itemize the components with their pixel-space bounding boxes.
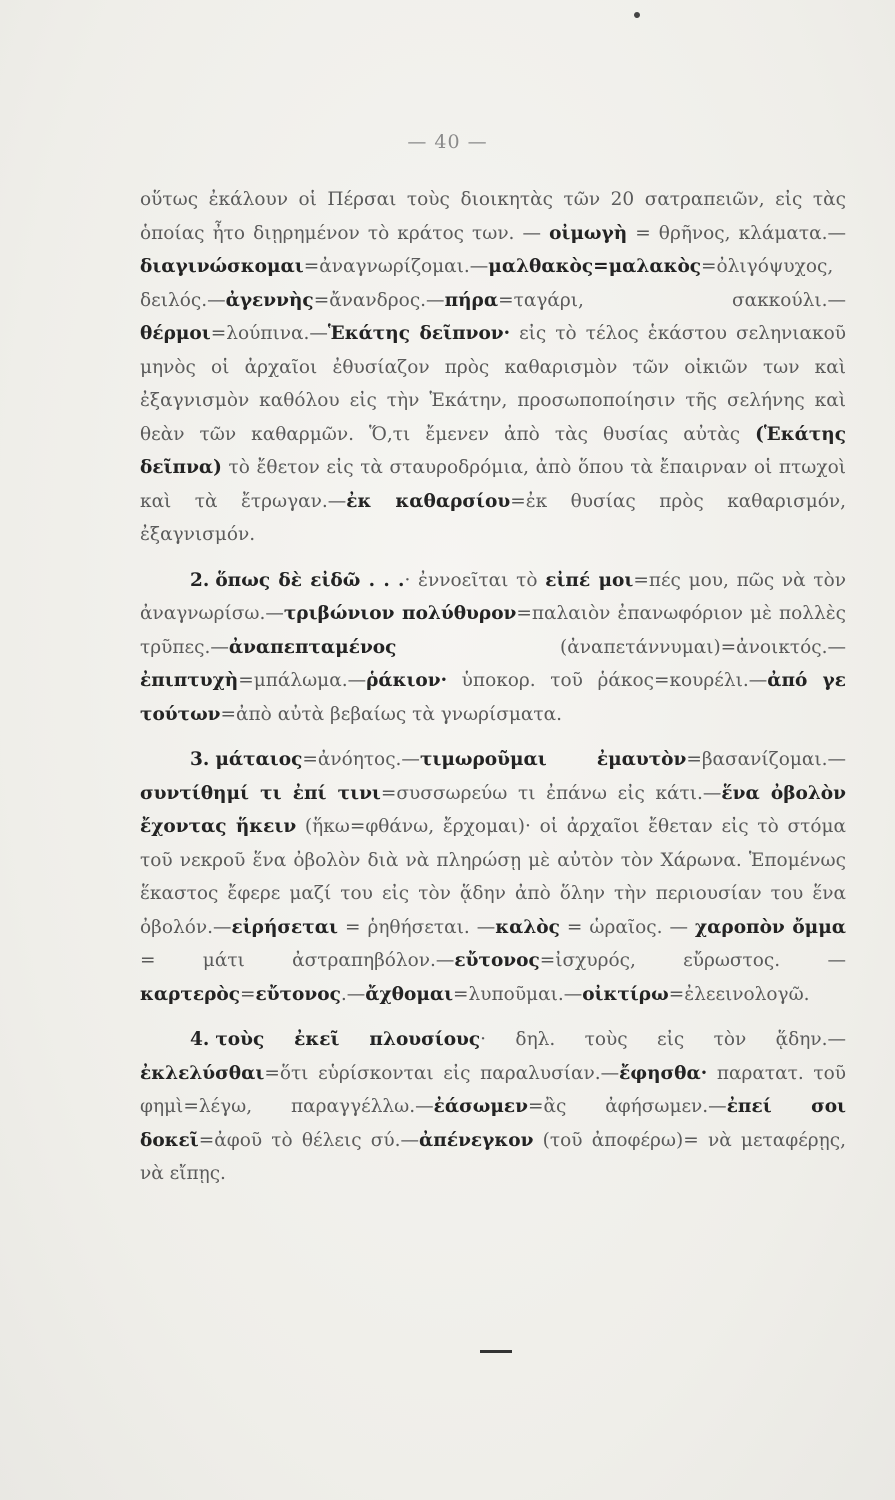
paragraph-number: 3. — [190, 749, 210, 770]
gloss-text: =ἐκ θυσίας πρὸς καθαρισμόν, ἐξαγνισμόν. — [140, 490, 846, 545]
gloss-text: =ἄνανδρος.— — [313, 289, 445, 311]
lemma-term: (Ἑκάτης δεῖπνα) — [140, 423, 846, 478]
gloss-text: εἰς τὸ τέλος ἑκάστου σεληνιακοῦ μηνὸς οἱ ἀρχαῖοι ἐθυσίαζον πρὸς καθαρισμὸν τῶν οἰκιῶν των καὶ ἐξαγνισμὸν καθόλου εἰς τὴν Ἑκάτην, προσωποποίησιν τῆς σελήνης καὶ θεὰν τῶν καθαρμῶν. Ὅ,τι ἔμενεν ἀπὸ τὰς θυσίας αὐτὰς — [140, 323, 846, 445]
lemma-term: διαγινώσκομαι — [140, 256, 304, 277]
gloss-text: = ῥηθήσεται. — — [337, 916, 496, 938]
paragraph-3 — [140, 743, 846, 1011]
gloss-text: =ὅτι εὑρίσκονται εἰς παραλυσίαν.— — [264, 1062, 620, 1084]
paragraph-number: 2. — [190, 569, 210, 591]
gloss-text: =ἐλεεινολογῶ. — [668, 983, 810, 1005]
gloss-text: (ἥκω=φθάνω, ἔρχομαι)· οἱ ἀρχαῖοι ἔθεταν εἰς τὸ στόμα τοῦ νεκροῦ ἕνα ὀβολὸν διὰ νὰ πληρώσῃ μὲ αὐτὸν τὸν Χάρωνα. Ἑπομένως ἕκαστος ἔφερε μαζί του εἰς τὸν ᾅδην ἀπὸ ὅλην τὴν περιουσίαν του ἕνα ὀβολόν.— — [140, 816, 846, 938]
gloss-text: (ἀναπετάννυμαι)=ἀνοικτός.— — [396, 636, 846, 658]
lemma-term: ἐπεί σοι δοκεῖ — [140, 1096, 847, 1151]
gloss-text: =ταγάρι, σακκούλι.— — [498, 289, 846, 311]
gloss-text: =παλαιὸν ἐπανωφόριον μὲ πολλὲς τρῦπες.— — [140, 603, 846, 658]
lemma-term: ἐπιπτυχὴ — [140, 670, 239, 691]
lemma-term: ἄχθομαι — [365, 983, 454, 1005]
gloss-text: = θρῆνος, κλάματα.— — [627, 222, 846, 244]
gloss-text: =βασανίζομαι.— — [686, 749, 846, 770]
gloss-text: οὕτως ἐκάλουν οἱ Πέρσαι τοὺς διοικητὰς τῶν 20 σατραπειῶν, εἰς τὰς ὁποίας ἦτο διῃρημένον τὸ κράτος των. — — [140, 189, 846, 244]
gloss-text: =συσσωρεύω τι ἐπάνω εἰς κάτι.— — [380, 782, 722, 804]
lemma-term: καρτερὸς — [140, 983, 241, 1005]
gloss-text: =ἀνόητος.— — [302, 749, 420, 770]
lemma-term: ἐκλελύσθαι — [140, 1062, 265, 1084]
lemma-term: ἕνα ὀβολὸν ἔχοντας ἥκειν — [140, 782, 846, 837]
gloss-text: ὑποκορ. τοῦ ῥάκος=κουρέλι.— — [447, 670, 768, 691]
gloss-text: =λούπινα.— — [210, 323, 328, 344]
gloss-text: =ἀφοῦ τὸ θέλεις σύ.— — [198, 1129, 420, 1151]
lemma-term: οἰκτίρω — [582, 983, 669, 1005]
lemma-term: θέρμοι — [140, 323, 211, 344]
gloss-text: .— — [340, 983, 366, 1005]
gloss-text: =ὀλιγόψυχος, δειλός.— — [140, 256, 834, 311]
gloss-text: · δηλ. τοὺς εἰς τὸν ᾅδην.— — [480, 1029, 846, 1050]
lemma-term: τιμωροῦμαι ἐμαυτὸν — [419, 749, 687, 770]
ink-dot — [634, 12, 640, 18]
lemma-term: μαλθακὸς=μαλακὸς — [488, 256, 702, 277]
gloss-text: =λυποῦμαι.— — [453, 983, 583, 1005]
gloss-text: =ἂς ἀφήσωμεν.— — [528, 1096, 727, 1117]
lemma-term: τοὺς ἐκεῖ πλουσίους — [215, 1029, 481, 1050]
lemma-term: ἀναπεπταμένος — [228, 636, 397, 658]
paragraph-2 — [140, 564, 846, 732]
lemma-term: οἰμωγὴ — [549, 222, 628, 244]
gloss-text: =ἀναγνωρίζομαι.— — [303, 256, 489, 277]
lemma-term: ἔφησθα· — [619, 1062, 708, 1084]
gloss-text: (τοῦ ἀποφέρω)= νὰ μεταφέρῃς, νὰ εἴπῃς. — [140, 1129, 846, 1184]
gloss-text: =πές μου, πῶς νὰ τὸν ἀναγνωρίσω.— — [140, 569, 846, 624]
lemma-term: ἀγεννὴς — [225, 289, 314, 311]
gloss-text: = — [240, 983, 256, 1005]
lemma-term: εἰρήσεται — [231, 916, 338, 938]
gloss-text: =ἰσχυρός, εὔρωστος. — — [539, 950, 846, 971]
lemma-term: καλὸς — [495, 916, 560, 938]
end-rule — [480, 1350, 512, 1353]
lemma-term: χαροπὸν ὄμμα — [695, 916, 846, 938]
lemma-term: εἰπέ μοι — [545, 569, 634, 591]
lemma-term: ὅπως δὲ εἰδῶ . . . — [215, 569, 405, 591]
lemma-term: ἀπό γε τούτων — [140, 670, 846, 725]
gloss-text: τὸ ἔθετον εἰς τὰ σταυροδρόμια, ἀπὸ ὅπου τὰ ἔπαιρναν οἱ πτωχοὶ καὶ τὰ ἔτρωγαν.— — [140, 457, 846, 512]
gloss-text: παρατατ. τοῦ φημὶ=λέγω, παραγγέλλω.— — [140, 1062, 846, 1117]
gloss-text: =μπάλωμα.— — [238, 670, 367, 691]
gloss-text: = ὡραῖος. — — [559, 916, 695, 938]
gloss-text: · ἐννοεῖται τὸ — [404, 569, 546, 591]
page-text — [140, 183, 846, 1191]
paragraph-gap — [140, 1011, 846, 1023]
paragraph-gap — [140, 552, 846, 564]
lemma-term: ἐκ καθαρσίου — [346, 490, 511, 512]
lemma-term: μάταιος — [215, 749, 303, 770]
lemma-term: ἀπένεγκον — [419, 1129, 534, 1151]
lemma-term: ἐάσωμεν — [433, 1096, 528, 1117]
lemma-term: πήρα — [444, 289, 499, 311]
lemma-term: εὔτονος — [255, 983, 341, 1005]
paragraph-number: 4. — [190, 1029, 210, 1050]
page-number: — 40 — — [407, 131, 488, 153]
gloss-text: = μάτι ἀστραπηβόλον.— — [140, 950, 455, 971]
lemma-term: τριβώνιον πολύθυρον — [283, 603, 517, 624]
lemma-term: Ἑκάτης δεῖπνον· — [327, 323, 511, 344]
paragraph-4 — [140, 1023, 846, 1191]
lemma-term: συντίθημί τι ἐπί τινι — [140, 782, 381, 804]
lemma-term: ῥάκιον· — [366, 670, 448, 691]
gloss-text: =ἀπὸ αὐτὰ βεβαίως τὰ γνωρίσματα. — [220, 703, 562, 725]
paragraph-1 — [140, 183, 846, 552]
lemma-term: εὔτονος — [454, 950, 540, 971]
paragraph-gap — [140, 731, 846, 743]
